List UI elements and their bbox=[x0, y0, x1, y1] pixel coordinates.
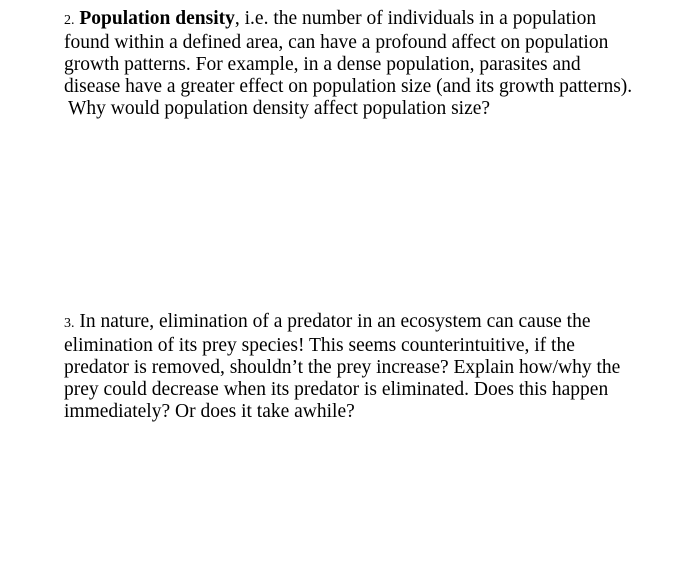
question-3-line-2: elimination of its prey species! This seems counterintuitive, if the bbox=[64, 335, 575, 356]
question-2-line-2: found within a defined area, can have a profound affect on population bbox=[64, 32, 609, 53]
question-2-line-4: disease have a greater effect on population size (and its growth patterns). bbox=[64, 76, 633, 97]
question-2-line-1 bbox=[64, 8, 664, 32]
question-3 bbox=[64, 311, 664, 423]
question-3-line-5: immediately? Or does it take awhile? bbox=[64, 401, 355, 422]
question-2-line-1-text: , i.e. the number of individuals in a population bbox=[234, 8, 597, 29]
question-3-line-1 bbox=[64, 311, 664, 335]
question-3-line-3: predator is removed, shouldn’t the prey increase? Explain how/why the bbox=[64, 357, 621, 378]
question-2-line-3: growth patterns. For example, in a dense population, parasites and bbox=[64, 54, 581, 75]
question-2-number: 2. bbox=[64, 13, 75, 28]
question-3-line-4: prey could decrease when its predator is eliminated. Does this happen bbox=[64, 379, 609, 400]
question-2-line-5: Why would population density affect population size? bbox=[68, 98, 491, 119]
question-2 bbox=[64, 8, 664, 120]
question-3-number: 3. bbox=[64, 316, 75, 331]
question-2-term: Population density bbox=[79, 8, 235, 29]
question-3-line-1-text: In nature, elimination of a predator in an ecosystem can cause the bbox=[79, 311, 591, 332]
